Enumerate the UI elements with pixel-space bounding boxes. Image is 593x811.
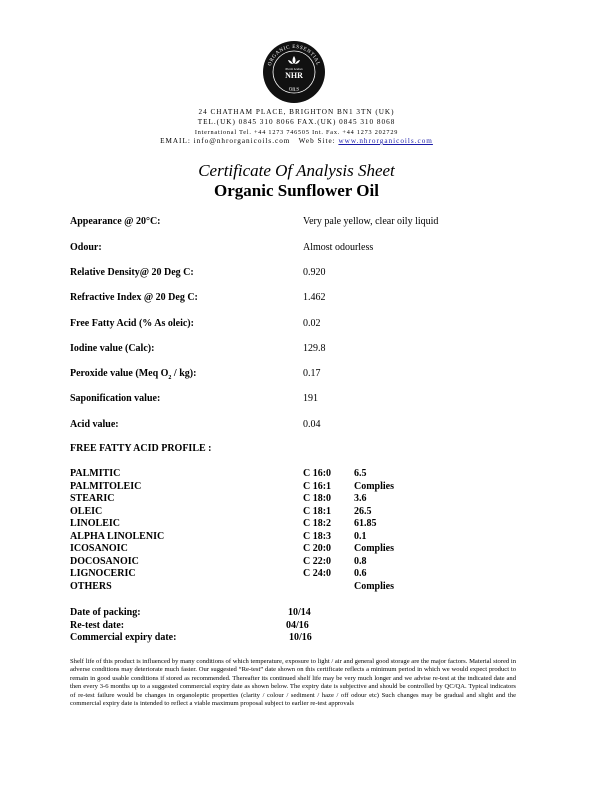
svg-text:OILS: OILS bbox=[288, 87, 300, 93]
property-value-relative-density: 0.920 bbox=[303, 267, 326, 278]
property-label-peroxide-value: Peroxide value (Meq $O_2 / kg$): bbox=[70, 368, 197, 381]
property-label-acid-value: Acid value: bbox=[70, 419, 119, 430]
fatty-acid-value: 61.85 bbox=[354, 518, 377, 529]
fatty-acid-carbon: C 16:1 bbox=[303, 480, 332, 492]
address-contact-line bbox=[0, 137, 593, 146]
commercial-expiry-date-label: Commercial expiry date: bbox=[70, 632, 177, 643]
fatty-acid-name: PALMITOLEIC bbox=[70, 480, 142, 492]
fatty-acid-carbon: C 18:0 bbox=[303, 493, 332, 504]
property-value-refractive-index: 1.462 bbox=[303, 292, 326, 303]
property-value-appearance: Very pale yellow, clear oily liquid bbox=[303, 216, 439, 227]
address-line-1: 24 CHATHAM PLACE, BRIGHTON BN1 3TN (UK) bbox=[198, 108, 395, 116]
property-label-refractive-index: Refractive Index @ 20 Deg C: bbox=[70, 292, 198, 303]
date-of-packing-value: 10/14 bbox=[288, 607, 311, 618]
fatty-acid-value: 0.6 bbox=[354, 568, 367, 579]
property-value-peroxide-value: 0.17 bbox=[303, 368, 321, 379]
certificate-title: Certificate Of Analysis Sheet bbox=[198, 161, 395, 180]
fatty-acid-name: DOCOSANOIC bbox=[70, 555, 139, 567]
property-label-free-fatty-acid: Free Fatty Acid (% As oleic): bbox=[70, 318, 194, 329]
shelf-life-disclaimer: Shelf life of this product is influenced by many conditions of which temperature, exposure to light / air and general good storage are the major factors. Material stored in adverse conditions may deteriorate much faster. Our suggested “Re-test” date shown on this certificate reflects a minimum period in which we would expect product to remain in good usable conditions if stored as recommended. Thereafter its continued shelf life may be very much longer and we advise re-test at the indicated date and then every 3-6 months up to a suggested commercial expiry date as shown below. The expiry date is subjective and should be controlled by QC/QA. Typical indicators of re-test failure would be changes in organoleptic properties (clarity / colour / sediment / haze / off odour etc) Such changes may be gradual and slight and the commercial expiry date is intended to reflect a viable maximum proposal subject to earlier re-test approvals bbox=[70, 658, 516, 708]
fatty-acid-carbon: C 16:0 bbox=[303, 468, 332, 479]
email-text: info@nhrorganicoils.com bbox=[193, 137, 291, 145]
property-label-relative-density: Relative Density@ 20 Deg C: bbox=[70, 267, 194, 278]
property-value-acid-value: 0.04 bbox=[303, 419, 321, 430]
fatty-acid-carbon: C 20:0 bbox=[303, 543, 332, 554]
re-test-date-label: Re-test date: bbox=[70, 619, 125, 631]
fatty-acid-name: STEARIC bbox=[70, 493, 115, 504]
property-value-iodine-value: 129.8 bbox=[303, 343, 326, 354]
property-label-iodine-value: Iodine value (Calc): bbox=[70, 343, 155, 354]
fatty-acid-value: 26.5 bbox=[354, 505, 372, 517]
property-label-appearance: Appearance @ 20°C: bbox=[70, 216, 161, 227]
fatty-acid-value: Complies bbox=[354, 580, 394, 592]
email-label: EMAIL: bbox=[160, 137, 194, 145]
property-value-saponification: 191 bbox=[303, 393, 318, 404]
fatty-acid-carbon: C 18:1 bbox=[303, 505, 332, 517]
commercial-expiry-date-value: 10/16 bbox=[289, 632, 312, 643]
fatty-acid-name: ALPHA LINOLENIC bbox=[70, 530, 165, 542]
fatty-acid-name: ICOSANOIC bbox=[70, 543, 128, 554]
fatty-acid-carbon: C 18:2 bbox=[303, 518, 332, 529]
product-title: Organic Sunflower Oil bbox=[214, 181, 379, 200]
property-label-odour: Odour: bbox=[70, 242, 102, 253]
fatty-acid-name: OLEIC bbox=[70, 505, 103, 517]
fatty-acid-profile-heading: FREE FATTY ACID PROFILE : bbox=[70, 443, 212, 454]
fatty-acid-value: 6.5 bbox=[354, 468, 367, 479]
fatty-acid-value: 3.6 bbox=[354, 493, 367, 504]
nhr-organic-oils-logo bbox=[262, 40, 326, 104]
date-of-packing-label: Date of packing: bbox=[70, 607, 141, 618]
property-label-saponification: Saponification value: bbox=[70, 393, 161, 404]
fatty-acid-name: OTHERS bbox=[70, 580, 112, 592]
fatty-acid-name: PALMITIC bbox=[70, 468, 121, 479]
re-test-date-value: 04/16 bbox=[286, 619, 309, 631]
property-value-odour: Almost odourless bbox=[303, 242, 374, 253]
address-international-line: International Tel. +44 1273 746505 Int. Fax. +44 1273 202729 bbox=[194, 129, 399, 136]
fatty-acid-carbon: C 18:3 bbox=[303, 530, 332, 542]
fatty-acid-value: 0.8 bbox=[354, 555, 367, 567]
svg-text:NHR: NHR bbox=[285, 71, 303, 80]
fatty-acid-carbon: C 24:0 bbox=[303, 568, 332, 579]
fatty-acid-value: Complies bbox=[354, 543, 394, 554]
svg-text:Nicole Ledoux: Nicole Ledoux bbox=[285, 67, 303, 71]
fatty-acid-value: 0.1 bbox=[354, 530, 367, 542]
website-link[interactable]: www.nhrorganicoils.com bbox=[338, 137, 433, 145]
svg-text:ORGANIC ESSENTIAL: ORGANIC ESSENTIAL bbox=[266, 43, 322, 67]
fatty-acid-carbon: C 22:0 bbox=[303, 555, 332, 567]
property-value-free-fatty-acid: 0.02 bbox=[303, 318, 321, 329]
website-label: Web Site: bbox=[290, 137, 339, 145]
fatty-acid-value: Complies bbox=[354, 480, 394, 492]
address-phone-line: TEL.(UK) 0845 310 8066 FAX.(UK) 0845 310 8068 bbox=[197, 118, 396, 126]
fatty-acid-name: LIGNOCERIC bbox=[70, 568, 136, 579]
fatty-acid-name: LINOLEIC bbox=[70, 518, 121, 529]
